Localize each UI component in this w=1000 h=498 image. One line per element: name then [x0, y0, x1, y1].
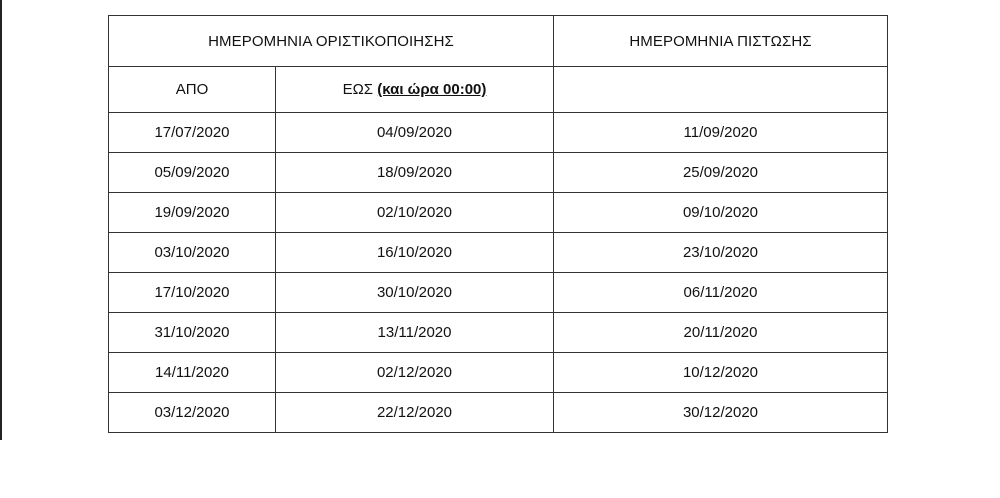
- table-row: [109, 273, 888, 313]
- cell-to: 18/09/2020: [276, 153, 554, 193]
- cell-to: 30/10/2020: [276, 273, 554, 313]
- subheader-to-label: ΕΩΣ: [342, 81, 374, 98]
- table-subheader-row: [109, 67, 888, 113]
- cell-from: 14/11/2020: [109, 353, 276, 393]
- header-credit-date: ΗΜΕΡΟΜΗΝΙΑ ΠΙΣΤΩΣΗΣ: [554, 16, 888, 67]
- cell-to: 02/10/2020: [276, 193, 554, 233]
- cell-from: 31/10/2020: [109, 313, 276, 353]
- cell-credit: 09/10/2020: [554, 193, 888, 233]
- cell-credit: 23/10/2020: [554, 233, 888, 273]
- subheader-empty-cell: [554, 67, 888, 113]
- table-header-row: [109, 16, 888, 67]
- table-row: [109, 313, 888, 353]
- header-finalization-date: ΗΜΕΡΟΜΗΝΙΑ ΟΡΙΣΤΙΚΟΠΟΙΗΣΗΣ: [109, 16, 554, 67]
- cell-to: 04/09/2020: [276, 113, 554, 153]
- cell-to: 13/11/2020: [276, 313, 554, 353]
- cell-from: 19/09/2020: [109, 193, 276, 233]
- cell-from: 17/07/2020: [109, 113, 276, 153]
- cell-from: 03/10/2020: [109, 233, 276, 273]
- subheader-to-time-note: (και ώρα 00:00): [377, 81, 487, 98]
- cell-to: 16/10/2020: [276, 233, 554, 273]
- table-row: [109, 353, 888, 393]
- table-body: [109, 16, 888, 433]
- cell-to: 22/12/2020: [276, 393, 554, 433]
- cell-credit: 25/09/2020: [554, 153, 888, 193]
- schedule-table: [108, 15, 888, 433]
- cell-credit: 30/12/2020: [554, 393, 888, 433]
- table-row: [109, 193, 888, 233]
- page-left-border: [0, 0, 2, 440]
- table-row: [109, 393, 888, 433]
- cell-credit: 06/11/2020: [554, 273, 888, 313]
- cell-to: 02/12/2020: [276, 353, 554, 393]
- cell-from: 05/09/2020: [109, 153, 276, 193]
- cell-from: 17/10/2020: [109, 273, 276, 313]
- table-row: [109, 233, 888, 273]
- table-row: [109, 153, 888, 193]
- subheader-from: ΑΠΟ: [109, 67, 276, 113]
- cell-from: 03/12/2020: [109, 393, 276, 433]
- cell-credit: 10/12/2020: [554, 353, 888, 393]
- cell-credit: 20/11/2020: [554, 313, 888, 353]
- table-row: [109, 113, 888, 153]
- cell-credit: 11/09/2020: [554, 113, 888, 153]
- subheader-to: [276, 67, 554, 113]
